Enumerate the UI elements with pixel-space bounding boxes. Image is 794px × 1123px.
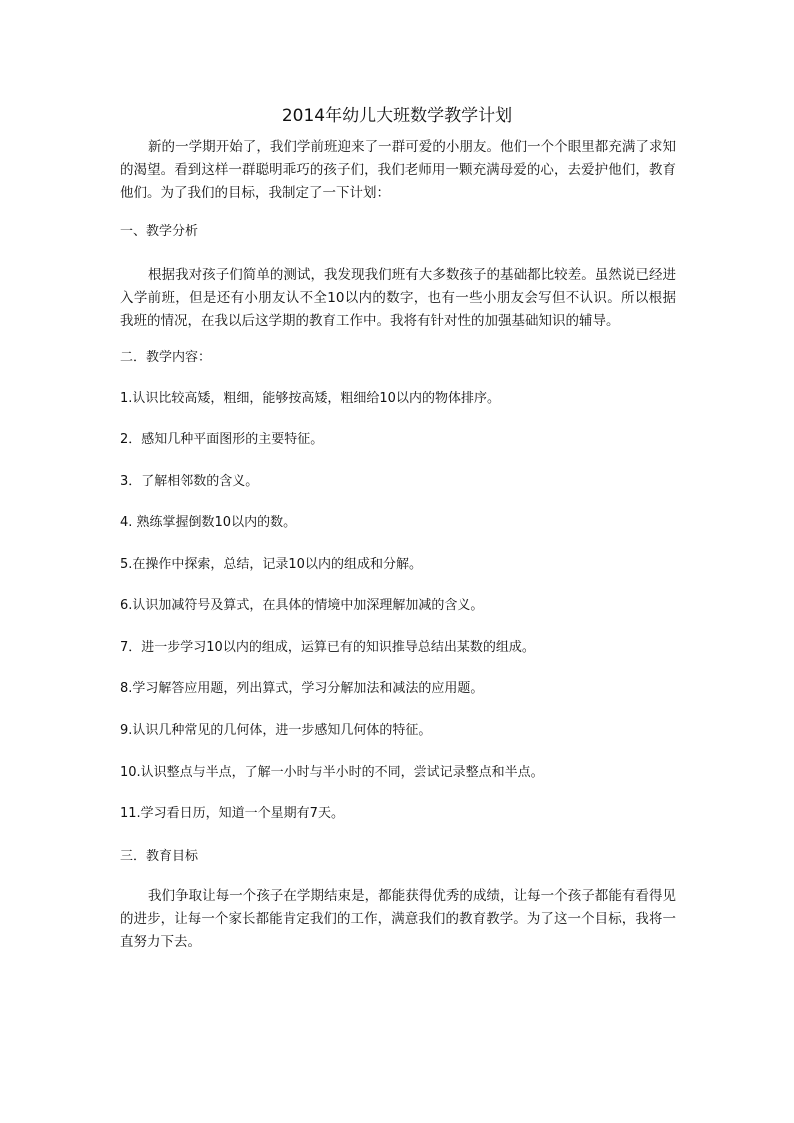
content-item: 3．了解相邻数的含义。 xyxy=(120,474,259,489)
content-item: 7．进一步学习10以内的组成，运算已有的知识推导总结出某数的组成。 xyxy=(120,640,535,655)
analysis-paragraph: 根据我对孩子们简单的测试，我发现我们班有大多数孩子的基础都比较差。虽然说已经进入学前班，但是还有小朋友认不全10以内的数字，也有一些小朋友会写但不认识。所以根据我班的情况，在我以后这学期的教育工作中。我将有针对性的加强基础知识的辅导。 xyxy=(120,267,676,329)
content-item: 4. 熟练掌握倒数10以内的数。 xyxy=(120,515,297,530)
section-heading-goals: 三．教育目标 xyxy=(120,849,199,864)
content-item: 8.学习解答应用题，列出算式，学习分解加法和减法的应用题。 xyxy=(120,681,484,696)
intro-paragraph: 新的一学期开始了，我们学前班迎来了一群可爱的小朋友。他们一个个眼里都充满了求知的渴望。看到这样一群聪明乖巧的孩子们，我们老师用一颗充满母爱的心，去爱护他们，教育他们。为了我们的目标，我制定了一下计划： xyxy=(120,139,676,201)
document-title: 2014年幼儿大班数学教学计划 xyxy=(281,106,513,126)
content-item: 2．感知几种平面图形的主要特征。 xyxy=(120,432,324,447)
content-item: 10.认识整点与半点，了解一小时与半小时的不同，尝试记录整点和半点。 xyxy=(120,765,544,780)
content-item: 9.认识几种常见的几何体，进一步感知几何体的特征。 xyxy=(120,723,432,738)
content-item: 11.学习看日历，知道一个星期有7天。 xyxy=(120,806,344,821)
content-item: 5.在操作中探索，总结，记录10以内的组成和分解。 xyxy=(120,557,422,572)
goals-paragraph: 我们争取让每一个孩子在学期结束是，都能获得优秀的成绩，让每一个孩子都能有看得见的进步，让每一个家长都能肯定我们的工作，满意我们的教育教学。为了这一个目标，我将一直努力下去。 xyxy=(120,888,676,950)
content-item: 1.认识比较高矮，粗细，能够按高矮，粗细给10以内的物体排序。 xyxy=(120,391,500,406)
content-item: 6.认识加减符号及算式，在具体的情境中加深理解加减的含义。 xyxy=(120,598,484,613)
section-heading-analysis: 一、教学分析 xyxy=(120,224,199,239)
section-heading-content: 二．教学内容： xyxy=(120,350,212,365)
